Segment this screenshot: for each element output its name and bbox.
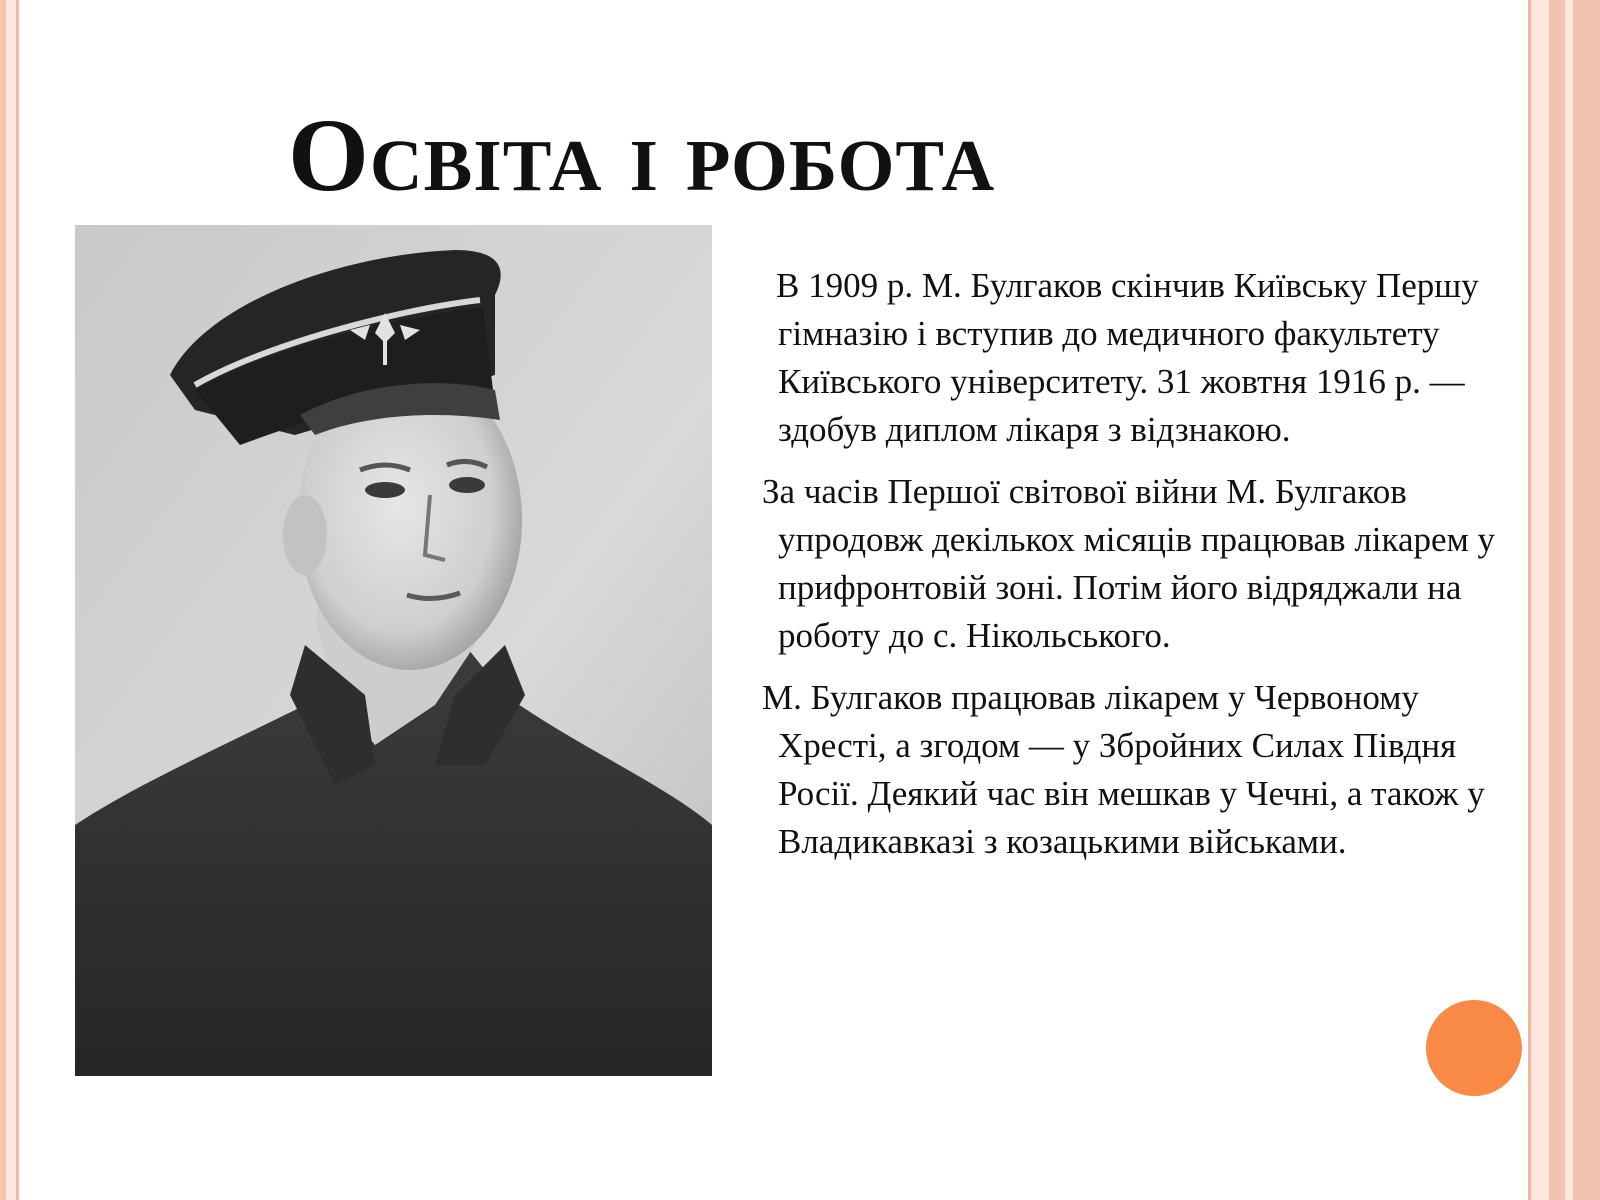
accent-circle [1426,1000,1522,1096]
right-border-pale-strip [1565,0,1573,1200]
right-border-outer-band [1573,0,1600,1200]
right-border-band [1549,0,1565,1200]
paragraph-education: В 1909 р. М. Булгаков скінчив Київську Першу гімназію і вступив до медичного факультету Київського університету. 31 жовтня 1916 р. — здобув диплом лікаря з відзнакою. [776,266,1479,449]
paragraph-red-cross: М. Булгаков працював лікарем у Червоному Хресті, а згодом — у Збройних Силах Півдня Росії. Деякий час він мешкав у Чечні, а також у Владикавказі з козацькими військами. [762,678,1485,861]
left-border-line [16,0,19,1200]
slide-title: Освіта і робота [288,98,996,213]
left-border-pale-band [6,0,16,1200]
paragraph-war-service: За часів Першої світової війни М. Булгаков упродовж декількох місяців працював лікарем у прифронтовій зоні. Потім його відряджали на роботу до с. Нікольського. [762,472,1495,655]
body-text [762,262,1532,880]
right-border-pale-band [1531,0,1549,1200]
portrait-photo [75,225,712,1076]
